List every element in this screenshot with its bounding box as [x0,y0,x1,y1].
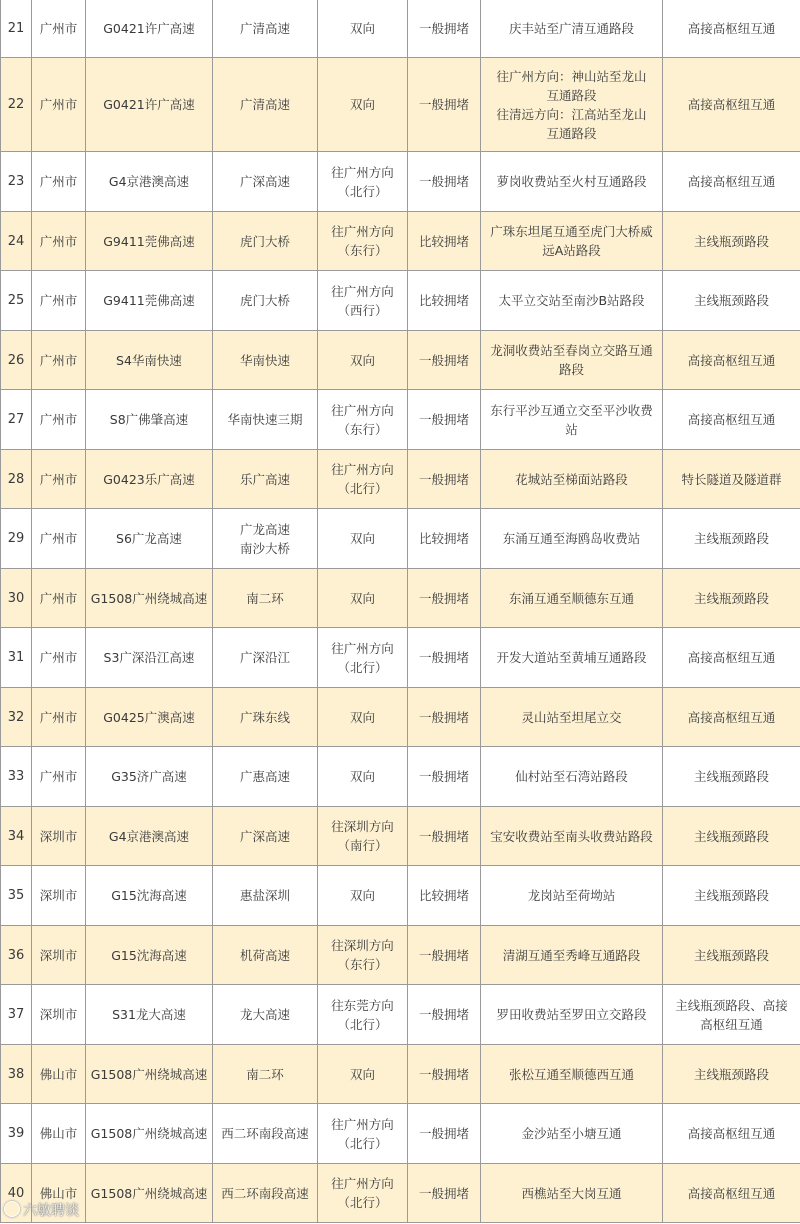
section-line: 龙大高速 [239,1007,290,1022]
cause-cell [663,0,800,58]
direction-cell [318,450,408,509]
congestion-level-cell: 比较拥堵 [408,271,481,331]
congestion-level-cell: 一般拥堵 [408,58,481,152]
city-cell: 深圳市 [32,866,86,926]
location-line: 站 [565,421,578,437]
section-cell [213,1104,318,1164]
direction-line: 双向 [349,709,375,725]
location-cell [481,271,663,331]
city-cell: 广州市 [32,271,86,331]
table-row [1,747,800,807]
row-number-cell: 31 [1,628,32,688]
road-cell: S3广深沿江高速 [86,628,213,688]
congestion-level-cell: 比较拥堵 [408,212,481,271]
congestion-level-cell: 一般拥堵 [408,1045,481,1104]
direction-cell [318,331,408,390]
table-row [1,1164,800,1223]
cause-line: 高枢纽互通 [700,1016,763,1032]
road-cell: S31龙大高速 [86,985,213,1045]
city-cell: 广州市 [32,0,86,58]
congestion-level-cell: 一般拥堵 [408,926,481,985]
section-line: 华南快速 [239,352,290,368]
location-line: 罗田收费站至罗田立交路段 [496,1007,647,1022]
section-line: 西二环南段高速 [221,1126,309,1141]
direction-line: 往广州方向 [331,1116,394,1132]
location-cell [481,985,663,1045]
location-line: 远A站路段 [542,243,601,258]
row-number-cell: 30 [1,569,32,628]
table-row [1,926,800,985]
location-line: 东涌互通至顺德东互通 [508,590,634,606]
table-row [1,985,800,1045]
row-number-cell: 24 [1,212,32,271]
section-cell [213,390,318,450]
location-cell [481,1104,663,1164]
direction-cell [318,1104,408,1164]
city-cell: 广州市 [32,331,86,390]
location-cell [481,509,663,569]
location-line: 花城站至梯面站路段 [515,471,628,487]
road-cell: G1508广州绕城高速 [86,1164,213,1223]
city-cell: 广州市 [32,569,86,628]
cause-cell [663,152,800,212]
road-cell: G35济广高速 [86,747,213,807]
city-cell: 广州市 [32,509,86,569]
cause-cell [663,212,800,271]
congestion-level-cell: 一般拥堵 [408,1164,481,1223]
watermark [4,1200,79,1220]
road-cell: G0421许广高速 [86,58,213,152]
city-cell: 佛山市 [32,1164,86,1223]
cause-cell [663,985,800,1045]
row-number-cell: 35 [1,866,32,926]
cause-line: 高接高枢纽互通 [687,412,776,427]
direction-cell [318,747,408,807]
row-number-cell: 38 [1,1045,32,1104]
cause-cell [663,1045,800,1104]
cause-line: 主线瓶颈路段 [693,947,769,963]
city-cell: 佛山市 [32,1045,86,1104]
direction-line: （东行） [337,243,388,258]
cause-line: 高接高枢纽互通 [687,1185,776,1201]
location-line: 广珠东坦尾互通至虎门大桥威 [490,224,653,239]
location-line: 金沙站至小塘互通 [521,1126,622,1141]
cause-line: 高接高枢纽互通 [687,352,776,368]
city-cell: 广州市 [32,747,86,807]
section-cell [213,509,318,569]
direction-line: 往深圳方向 [331,938,394,953]
direction-cell [318,628,408,688]
location-cell [481,212,663,271]
city-cell: 深圳市 [32,985,86,1045]
cause-line: 高接高枢纽互通 [687,709,776,725]
section-cell [213,152,318,212]
section-line: 惠盐深圳 [239,888,290,903]
location-line: 清湖互通至秀峰互通路段 [502,947,641,963]
direction-cell [318,212,408,271]
table-row [1,866,800,926]
road-cell: S4华南快速 [86,331,213,390]
city-cell: 广州市 [32,152,86,212]
congestion-level-cell: 一般拥堵 [408,985,481,1045]
direction-line: 双向 [349,531,375,546]
table-row [1,331,800,390]
road-cell: G0425广澳高速 [86,688,213,747]
section-line: 华南快速三期 [227,412,303,427]
row-number-cell: 39 [1,1104,32,1164]
cause-cell [663,509,800,569]
location-cell [481,807,663,866]
direction-line: （东行） [337,421,388,437]
cause-line: 高接高枢纽互通 [687,20,776,36]
table-row [1,450,800,509]
road-cell: S6广龙高速 [86,509,213,569]
section-cell [213,0,318,58]
direction-line: 往广州方向 [331,283,394,299]
location-line: 仙村站至石湾站路段 [515,769,628,784]
location-cell [481,390,663,450]
location-line: 东行平沙互通立交至平沙收费 [490,402,653,418]
row-number-cell: 21 [1,0,32,58]
location-cell [481,1045,663,1104]
direction-cell [318,271,408,331]
row-number-cell: 27 [1,390,32,450]
section-line: 广深高速 [239,828,290,844]
row-number-cell: 34 [1,807,32,866]
direction-line: 往广州方向 [331,164,394,180]
row-number-cell: 37 [1,985,32,1045]
city-cell: 广州市 [32,450,86,509]
table-row [1,509,800,569]
section-cell [213,866,318,926]
congestion-level-cell: 一般拥堵 [408,390,481,450]
cause-line: 主线瓶颈路段 [693,888,769,903]
direction-line: 双向 [349,97,375,112]
direction-line: （北行） [337,1016,388,1032]
section-cell [213,569,318,628]
location-line: 互通路段 [546,125,597,141]
location-cell [481,688,663,747]
road-cell: G15沈海高速 [86,866,213,926]
row-number-cell: 22 [1,58,32,152]
row-number-cell: 36 [1,926,32,985]
location-line: 宝安收费站至南头收费站路段 [490,828,653,844]
cause-cell [663,271,800,331]
row-number-cell: 33 [1,747,32,807]
location-cell [481,926,663,985]
section-line: 乐广高速 [239,471,290,487]
row-number-cell: 28 [1,450,32,509]
direction-line: （北行） [337,1195,388,1210]
direction-line: 往深圳方向 [331,819,394,834]
location-line: 往清远方向：江高站至龙山 [496,106,647,122]
table-row [1,1045,800,1104]
section-line: 机荷高速 [239,947,290,963]
section-line: 南二环 [246,1066,284,1082]
section-cell [213,58,318,152]
location-line: 庆丰站至广清互通路段 [508,20,634,36]
cause-line: 主线瓶颈路段 [693,233,769,249]
direction-line: （北行） [337,183,388,199]
city-cell: 广州市 [32,212,86,271]
direction-cell [318,985,408,1045]
direction-cell [318,866,408,926]
direction-line: （南行） [337,838,388,853]
cause-line: 主线瓶颈路段 [693,531,769,546]
city-cell: 深圳市 [32,807,86,866]
direction-line: 往广州方向 [331,224,394,239]
section-cell [213,985,318,1045]
section-line: 广龙高速 [239,521,290,537]
section-line: 南二环 [246,590,284,606]
section-line: 虎门大桥 [239,233,290,249]
location-line: 灵山站至坦尾立交 [521,709,622,725]
direction-line: （东行） [337,957,388,972]
table-row [1,807,800,866]
table-row [1,1104,800,1164]
table-row [1,58,800,152]
road-cell: G1508广州绕城高速 [86,1104,213,1164]
section-cell [213,271,318,331]
direction-line: 双向 [349,888,375,903]
section-cell [213,1164,318,1223]
section-line: 广清高速 [239,97,290,112]
direction-cell [318,0,408,58]
cause-cell [663,569,800,628]
section-cell [213,1045,318,1104]
watermark-text: 六敏聘谈 [23,1203,79,1219]
direction-line: 往广州方向 [331,640,394,656]
cause-cell [663,628,800,688]
row-number-cell: 26 [1,331,32,390]
direction-cell [318,569,408,628]
location-cell [481,450,663,509]
location-cell [481,569,663,628]
direction-line: （北行） [337,1135,388,1151]
congestion-level-cell: 一般拥堵 [408,1104,481,1164]
congestion-level-cell: 比较拥堵 [408,509,481,569]
direction-cell [318,152,408,212]
location-line: 往广州方向：神山站至龙山 [496,68,647,84]
congestion-level-cell: 一般拥堵 [408,450,481,509]
road-cell: G4京港澳高速 [86,807,213,866]
section-cell [213,212,318,271]
section-cell [213,331,318,390]
cause-cell [663,747,800,807]
road-cell: G0423乐广高速 [86,450,213,509]
cause-cell [663,450,800,509]
location-cell [481,331,663,390]
direction-cell [318,807,408,866]
city-cell: 广州市 [32,688,86,747]
location-line: 太平立交站至南沙B站路段 [498,293,645,308]
row-number-cell: 25 [1,271,32,331]
city-cell: 广州市 [32,628,86,688]
cause-cell [663,58,800,152]
section-line: 广清高速 [239,20,290,36]
city-cell: 深圳市 [32,926,86,985]
section-cell [213,807,318,866]
section-line: 西二环南段高速 [221,1185,309,1201]
location-line: 开发大道站至黄埔互通路段 [496,650,647,665]
table-row [1,0,800,58]
location-line: 龙岗站至荷坳站 [527,888,616,903]
section-cell [213,926,318,985]
table-row [1,152,800,212]
congestion-level-cell: 一般拥堵 [408,807,481,866]
congestion-level-cell: 一般拥堵 [408,747,481,807]
table-row [1,271,800,331]
road-cell: G1508广州绕城高速 [86,1045,213,1104]
cause-line: 高接高枢纽互通 [687,174,776,189]
cause-cell [663,390,800,450]
cause-cell [663,866,800,926]
road-cell: G1508广州绕城高速 [86,569,213,628]
direction-cell [318,926,408,985]
location-line: 张松互通至顺德西互通 [508,1066,634,1082]
section-line: 广深高速 [239,174,290,189]
row-number-cell: 40 [1,1164,32,1223]
location-line: 西樵站至大岗互通 [521,1185,622,1201]
cause-line: 高接高枢纽互通 [687,650,776,665]
direction-cell [318,1045,408,1104]
location-line: 萝岗收费站至火村互通路段 [496,174,647,189]
table-row [1,688,800,747]
direction-cell [318,58,408,152]
city-cell: 佛山市 [32,1104,86,1164]
row-number-cell: 32 [1,688,32,747]
table-row [1,628,800,688]
table-row [1,569,800,628]
section-line: 广惠高速 [239,769,290,784]
congestion-level-cell: 比较拥堵 [408,866,481,926]
direction-line: （北行） [337,659,388,675]
location-line: 互通路段 [546,87,597,103]
logo-icon [4,1201,20,1217]
direction-line: 双向 [349,352,375,368]
table-row [1,390,800,450]
location-cell [481,628,663,688]
cause-cell [663,331,800,390]
road-cell: G9411莞佛高速 [86,271,213,331]
cause-line: 高接高枢纽互通 [687,97,776,112]
cause-line: 主线瓶颈路段 [693,590,769,606]
congestion-level-cell: 一般拥堵 [408,152,481,212]
congestion-level-cell: 一般拥堵 [408,331,481,390]
direction-cell [318,688,408,747]
congestion-level-cell: 一般拥堵 [408,0,481,58]
direction-cell [318,509,408,569]
section-cell [213,747,318,807]
row-number-cell: 23 [1,152,32,212]
section-cell [213,628,318,688]
direction-line: 往广州方向 [331,402,394,418]
direction-line: 双向 [349,590,375,606]
cause-line: 主线瓶颈路段、高接 [675,997,788,1013]
location-cell [481,747,663,807]
cause-cell [663,688,800,747]
city-cell: 广州市 [32,58,86,152]
road-cell: G15沈海高速 [86,926,213,985]
city-cell: 广州市 [32,390,86,450]
cause-line: 主线瓶颈路段 [693,769,769,784]
location-line: 东涌互通至海鸥岛收费站 [502,531,641,546]
road-cell: G4京港澳高速 [86,152,213,212]
location-cell [481,152,663,212]
congestion-level-cell: 一般拥堵 [408,688,481,747]
direction-line: 往东莞方向 [331,997,394,1013]
congestion-level-cell: 一般拥堵 [408,628,481,688]
direction-cell [318,390,408,450]
section-cell [213,450,318,509]
cause-line: 主线瓶颈路段 [693,1066,769,1082]
location-line: 龙洞收费站至春岗立交路互通 [490,343,653,358]
section-line: 广珠东线 [239,709,290,725]
cause-line: 主线瓶颈路段 [693,293,769,308]
section-line: 南沙大桥 [239,540,290,556]
cause-line: 高接高枢纽互通 [687,1126,776,1141]
cause-cell [663,807,800,866]
road-cell: G9411莞佛高速 [86,212,213,271]
direction-line: （西行） [337,302,388,318]
road-cell: G0421许广高速 [86,0,213,58]
section-cell [213,688,318,747]
section-line: 广深沿江 [239,650,290,665]
location-cell [481,1164,663,1223]
cause-cell [663,1164,800,1223]
congestion-level-cell: 一般拥堵 [408,569,481,628]
section-line: 虎门大桥 [239,293,290,308]
direction-line: 往广州方向 [331,462,394,477]
cause-line: 主线瓶颈路段 [693,828,769,844]
direction-line: 往广州方向 [331,1176,394,1191]
location-line: 路段 [558,362,584,377]
direction-cell [318,1164,408,1223]
row-number-cell: 29 [1,509,32,569]
direction-line: 双向 [349,20,375,36]
direction-line: 双向 [349,769,375,784]
location-cell [481,0,663,58]
cause-cell [663,926,800,985]
location-cell [481,58,663,152]
location-cell [481,866,663,926]
table-body [1,0,800,1223]
table-row [1,212,800,271]
cause-line: 特长隧道及隧道群 [681,471,782,487]
road-cell: S8广佛肇高速 [86,390,213,450]
cause-cell [663,1104,800,1164]
direction-line: 双向 [349,1066,375,1082]
direction-line: （北行） [337,481,388,496]
